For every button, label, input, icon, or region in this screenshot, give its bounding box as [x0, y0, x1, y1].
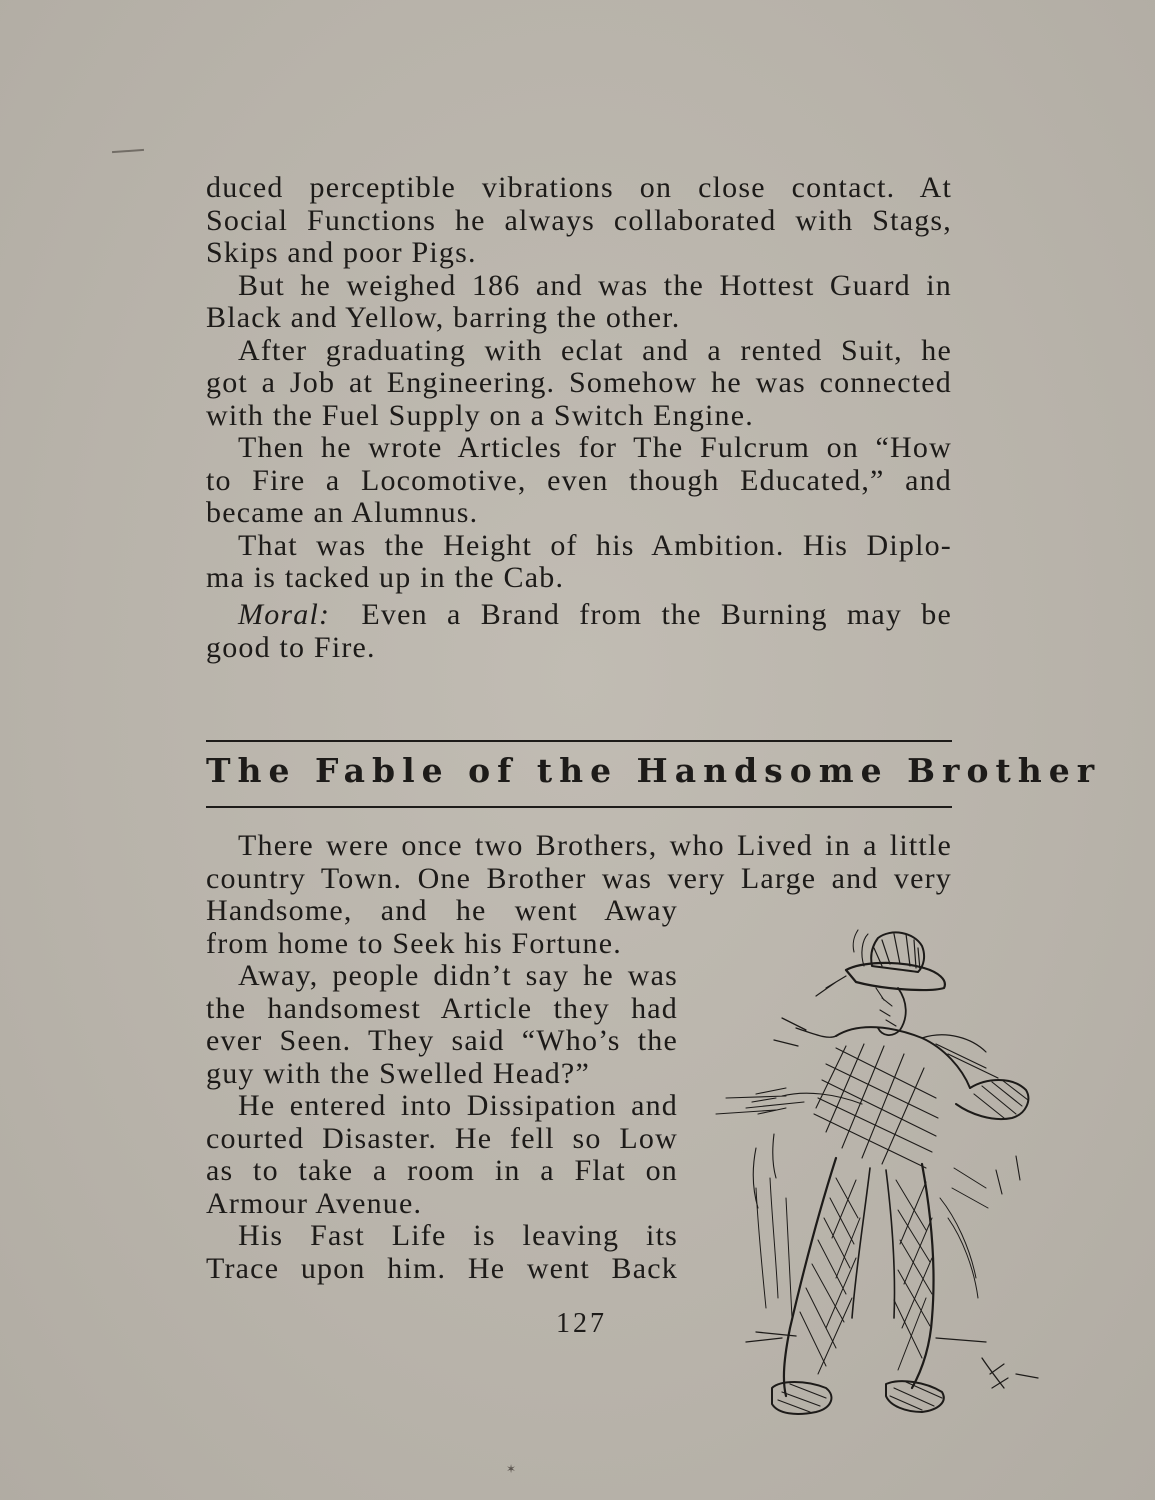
text-line: That was the Height of his Ambition. His Diplo-: [238, 528, 952, 562]
text-line: There were once two Brothers, who Lived in a little: [238, 829, 952, 862]
moral-paragraph: [206, 599, 952, 664]
text-line: from home to Seek his Fortune.: [206, 926, 622, 960]
moral-text: Even a Brand from the Burning may be: [361, 598, 952, 631]
text-line: His Fast Life is leaving its: [238, 1219, 678, 1252]
text-line: Trace upon him. He went Back: [206, 1251, 678, 1285]
text-line: After graduating with eclat and a rented Suit, he: [238, 333, 952, 367]
moral-label: Moral:: [238, 598, 331, 631]
page-speck: [112, 149, 144, 153]
text-line: duced perceptible vibrations on close contact. At: [206, 171, 952, 204]
text-line: Social Functions he always collaborated with Stags,: [206, 203, 952, 237]
text-line: Away, people didn’t say he was: [238, 959, 678, 992]
fable-heading: The Fable of the Handsome Brother: [206, 751, 1102, 790]
story-text-beside-illustration: [206, 895, 678, 1285]
fable-ending-text: [206, 172, 952, 595]
text-line: He entered into Dissipation and: [238, 1089, 678, 1122]
text-line: became an Alumnus.: [206, 496, 479, 529]
text-line: the handsomest Article they had: [206, 991, 678, 1025]
heading-rule-top: [206, 740, 952, 742]
text-line: with the Fuel Supply on a Switch Engine.: [206, 398, 754, 432]
text-line: Armour Avenue.: [206, 1186, 423, 1220]
text-line: Handsome, and he went Away: [206, 894, 678, 927]
moral-line: good to Fire.: [206, 630, 376, 664]
text-line: Skips and poor Pigs.: [206, 236, 477, 269]
page-number: 127: [556, 1308, 607, 1339]
text-line: got a Job at Engineering. Somehow he was connected: [206, 366, 952, 399]
text-line: as to take a room in a Flat on: [206, 1154, 678, 1187]
bottom-ornament-icon: ✶: [506, 1462, 517, 1476]
story-text-full-width: [206, 830, 952, 895]
text-line: country Town. One Brother was very Large and very: [206, 861, 952, 895]
man-in-hat-illustration: [686, 918, 1056, 1428]
text-line: But he weighed 186 and was the Hottest Guard in: [238, 268, 952, 302]
text-line: to Fire a Locomotive, even though Educated,” and: [206, 463, 952, 497]
moral-line: [206, 599, 952, 632]
text-line: ever Seen. They said “Who’s the: [206, 1024, 678, 1057]
text-line: courted Disaster. He fell so Low: [206, 1121, 678, 1155]
text-line: Then he wrote Articles for The Fulcrum on “How: [238, 431, 952, 464]
heading-rule-bottom: [206, 806, 952, 808]
text-line: ma is tacked up in the Cab.: [206, 561, 565, 594]
text-line: guy with the Swelled Head?”: [206, 1056, 590, 1090]
text-line: Black and Yellow, barring the other.: [206, 301, 681, 334]
